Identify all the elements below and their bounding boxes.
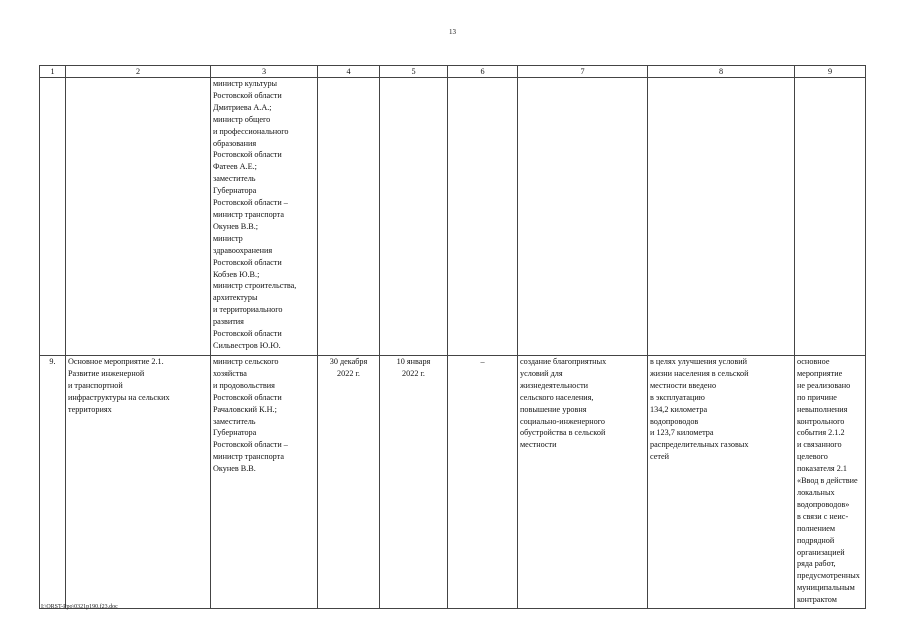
continuation-row xyxy=(40,78,866,356)
text-line: невыполнения xyxy=(797,404,848,414)
cell xyxy=(795,78,866,356)
text-line: Рачаловский К.Н.; xyxy=(213,404,277,414)
text-line: 134,2 километра xyxy=(650,404,708,414)
text-line: не реализовано xyxy=(797,380,851,390)
text-line: Фатеев А.Е.; xyxy=(213,162,257,172)
text-line: в связи с неис- xyxy=(797,511,849,521)
text-line: министр xyxy=(213,233,243,243)
responsible-persons-continued xyxy=(211,78,318,356)
text-line: локальных xyxy=(797,487,835,497)
col-header: 5 xyxy=(380,66,448,78)
cell xyxy=(518,78,648,356)
report-table xyxy=(39,65,866,609)
text-line: министр общего xyxy=(213,114,271,124)
text-line: Ростовской области xyxy=(213,392,282,402)
text-line: полнением xyxy=(797,523,836,533)
text-line: жизни населения в сельской xyxy=(650,368,749,378)
text-line: здравоохранения xyxy=(213,245,273,255)
text-line: Ростовской области xyxy=(213,150,282,160)
text-line: и профессионального xyxy=(213,126,289,136)
text-line: Основное мероприятие 2.1. xyxy=(68,357,164,366)
text-line: подрядной xyxy=(797,535,835,545)
cell xyxy=(648,78,795,356)
col-header: 9 xyxy=(795,66,866,78)
text-line: 10 января xyxy=(396,357,431,366)
col-header: 1 xyxy=(40,66,66,78)
text-line: заместитель xyxy=(213,174,256,184)
text-line: жизнедеятельности xyxy=(520,380,589,390)
text-line: сельского населения, xyxy=(520,392,594,402)
text-line: Ростовской области xyxy=(213,329,282,339)
reason-not-implemented xyxy=(795,356,866,609)
row-number: 9. xyxy=(40,356,66,609)
planned-date xyxy=(318,356,380,609)
actual-result xyxy=(648,356,795,609)
text-line: и продовольствия xyxy=(213,380,275,390)
text-line: Ростовской области – xyxy=(213,198,288,208)
text-line: развития xyxy=(213,317,244,327)
text-line: основное xyxy=(797,357,830,366)
text-line: Ростовской области xyxy=(213,90,282,100)
text-line: Губернатора xyxy=(213,428,257,438)
text-line: министр транспорта xyxy=(213,209,284,219)
text-line: архитектуры xyxy=(213,293,258,303)
cell xyxy=(66,78,211,356)
text-line: территориях xyxy=(68,404,112,414)
text-line: министр транспорта xyxy=(213,452,284,462)
text-line: обустройства в сельской xyxy=(520,428,606,438)
text-line: – xyxy=(480,357,485,366)
text-line: водопроводов» xyxy=(797,499,850,509)
text-line: министр строительства, xyxy=(213,281,297,291)
col-header: 2 xyxy=(66,66,211,78)
text-line: Губернатора xyxy=(213,186,257,196)
col-header: 4 xyxy=(318,66,380,78)
text-line: распределительных газовых xyxy=(650,440,749,450)
cell xyxy=(40,78,66,356)
col-header: 3 xyxy=(211,66,318,78)
text-line: «Ввод в действие xyxy=(797,476,858,486)
measure-name xyxy=(66,356,211,609)
text-line: инфраструктуры на сельских xyxy=(68,392,170,402)
text-line: мероприятие xyxy=(797,368,843,378)
text-line: в эксплуатацию xyxy=(650,392,705,402)
text-line: Окунев В.В. xyxy=(213,464,256,474)
text-line: организацией xyxy=(797,547,845,557)
col-header: 7 xyxy=(518,66,648,78)
file-path-footer: I:\ORST-Ppo\0321p190.f23.doc xyxy=(41,604,118,610)
text-line: 2022 г. xyxy=(337,368,360,378)
actual-date xyxy=(380,356,448,609)
text-line: водопроводов xyxy=(650,416,699,426)
text-line: и территориального xyxy=(213,305,283,315)
text-line: Развитие инженерной xyxy=(68,368,145,378)
text-line: Дмитриева А.А.; xyxy=(213,102,272,112)
cell xyxy=(380,78,448,356)
text-line: местности введено xyxy=(650,380,717,390)
text-line: ряда работ, xyxy=(797,559,836,569)
text-line: заместитель xyxy=(213,416,256,426)
page-number: 13 xyxy=(449,28,456,36)
col-header: 8 xyxy=(648,66,795,78)
text-line: Ростовской области xyxy=(213,257,282,267)
text-line: сетей xyxy=(650,452,669,462)
col-header: 6 xyxy=(448,66,518,78)
text-line: хозяйства xyxy=(213,368,247,378)
text-line: предусмотренных xyxy=(797,571,860,581)
text-line: министр сельского xyxy=(213,357,279,366)
text-line: контрактом xyxy=(797,595,837,605)
responsible-persons xyxy=(211,356,318,609)
text-line: события 2.1.2 xyxy=(797,428,845,438)
text-line: Кобзев Ю.В.; xyxy=(213,269,260,279)
text-line: показателя 2.1 xyxy=(797,464,847,474)
text-line: и транспортной xyxy=(68,380,123,390)
text-line: муниципальным xyxy=(797,583,855,593)
text-line: министр культуры xyxy=(213,79,278,88)
text-line: Окунев В.В.; xyxy=(213,221,259,231)
text-line: целевого xyxy=(797,452,828,462)
text-line: Ростовской области – xyxy=(213,440,288,450)
text-line: и 123,7 километра xyxy=(650,428,714,438)
table-row-9 xyxy=(40,356,866,609)
cell xyxy=(318,78,380,356)
text-line: образования xyxy=(213,138,257,148)
text-line: по причине xyxy=(797,392,837,402)
expected-result xyxy=(518,356,648,609)
text-line: социально-инженерного xyxy=(520,416,605,426)
col6-value xyxy=(448,356,518,609)
text-line: Сильвестров Ю.Ю. xyxy=(213,340,281,350)
cell xyxy=(448,78,518,356)
text-line: повышение уровня xyxy=(520,404,587,414)
text-line: в целях улучшения условий xyxy=(650,357,748,366)
text-line: 2022 г. xyxy=(402,368,425,378)
text-line: условий для xyxy=(520,368,563,378)
text-line: 30 декабря xyxy=(329,357,368,366)
text-line: и связанного xyxy=(797,440,842,450)
text-line: создание благоприятных xyxy=(520,357,607,366)
text-line: контрольного xyxy=(797,416,845,426)
column-numbers-row xyxy=(40,66,866,78)
text-line: местности xyxy=(520,440,557,450)
